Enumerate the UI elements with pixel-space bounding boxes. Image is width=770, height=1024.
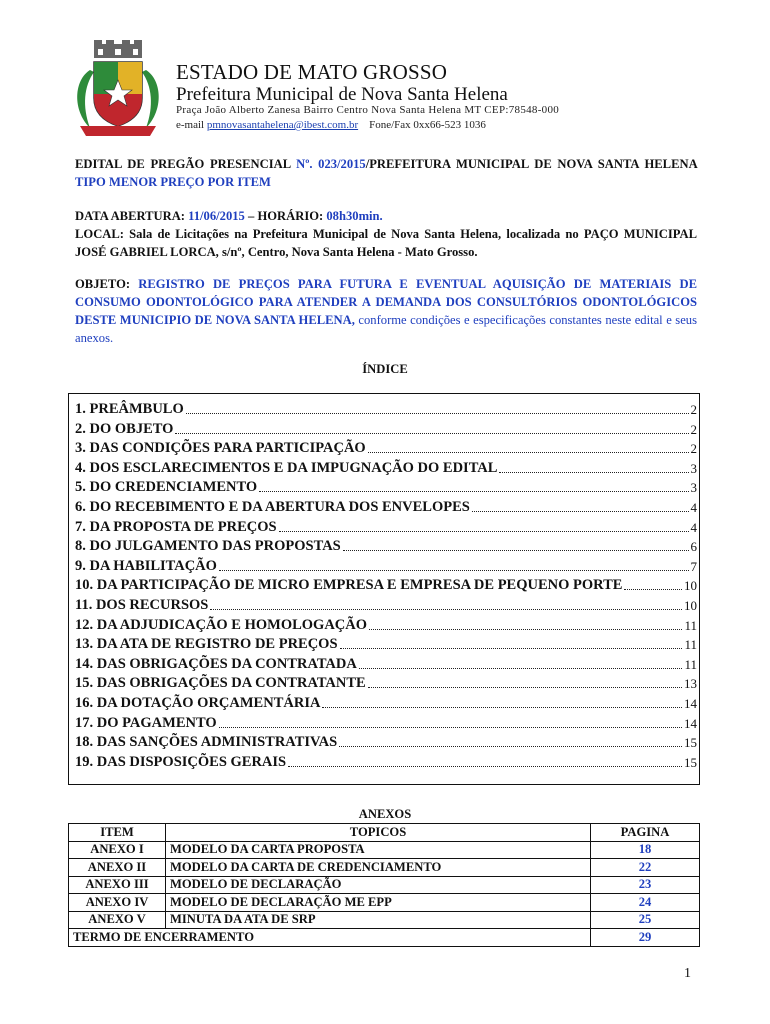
toc-entry-label: 17. DO PAGAMENTO [75, 714, 217, 731]
toc-entry-page: 15 [684, 735, 697, 751]
toc-leader-dots [288, 766, 682, 767]
toc-entry[interactable] [75, 574, 697, 594]
toc-leader-dots [368, 687, 682, 688]
toc-entry-page: 13 [684, 676, 697, 692]
toc-leader-dots [210, 609, 682, 610]
annex-item: ANEXO II [69, 859, 166, 877]
toc-leader-dots [368, 452, 689, 453]
prefeitura-name: Prefeitura Municipal de Nova Santa Helena [176, 84, 508, 105]
annex-topic: MINUTA DA ATA DE SRP [166, 911, 591, 929]
toc-leader-dots [259, 491, 688, 492]
toc-leader-dots [186, 413, 689, 414]
toc-entry-label: 7. DA PROPOSTA DE PREÇOS [75, 518, 277, 535]
toc-leader-dots [343, 550, 689, 551]
toc-entry[interactable] [75, 614, 697, 634]
indice-title: ÍNDICE [362, 362, 408, 376]
toc-entry-page: 4 [690, 500, 697, 515]
toc-entry-label: 19. DAS DISPOSIÇÕES GERAIS [75, 753, 287, 770]
toc-entry-page: 14 [684, 696, 697, 711]
table-row [69, 911, 700, 929]
toc-entry-label: 12. DA ADJUDICAÇÃO E HOMOLOGAÇÃO [75, 616, 368, 633]
page-number: 1 [684, 966, 691, 981]
table-of-contents [68, 393, 700, 785]
toc-entry-page: 15 [684, 754, 697, 770]
annex-item: ANEXO V [69, 911, 166, 929]
toc-leader-dots [340, 648, 683, 649]
toc-entry-page: 6 [690, 539, 697, 555]
table-row-termo [69, 929, 700, 947]
toc-entry-page: 14 [684, 715, 697, 731]
toc-leader-dots [279, 531, 689, 532]
termo-label: TERMO DE ENCERRAMENTO [69, 929, 591, 947]
annex-topic: MODELO DA CARTA DE CREDENCIAMENTO [166, 859, 591, 877]
table-row [69, 876, 700, 894]
annex-item: ANEXO IV [69, 894, 166, 912]
termo-page: 29 [591, 929, 700, 947]
annex-topic: MODELO DA CARTA PROPOSTA [166, 841, 591, 859]
toc-entry[interactable] [75, 496, 697, 516]
header-pagina: PAGINA [591, 824, 700, 842]
annex-item: ANEXO I [69, 841, 166, 859]
toc-entry[interactable] [75, 653, 697, 673]
toc-entry-label: 9. DA HABILITAÇÃO [75, 557, 217, 574]
toc-entry-page: 2 [690, 441, 697, 457]
email-label: e-mail [176, 119, 205, 131]
abertura-date: 11/06/2015 [188, 209, 245, 223]
toc-leader-dots [322, 707, 682, 708]
toc-entry-page: 4 [690, 519, 697, 535]
toc-leader-dots [219, 570, 689, 571]
annex-page: 24 [591, 894, 700, 912]
toc-entry-label: 4. DOS ESCLARECIMENTOS E DA IMPUGNAÇÃO DO EDITAL [75, 459, 498, 476]
email-link[interactable]: pmnovasantahelena@ibest.com.br [206, 119, 359, 131]
toc-entry[interactable] [75, 672, 697, 692]
toc-entry[interactable] [75, 692, 697, 712]
objeto-paragraph: OBJETO: REGISTRO DE PREÇOS PARA FUTURA E EVENTUAL AQUISIÇÃO DE MATERIAIS DE CONSUMO ODONTOLÓGICO PARA ATENDER A DEMANDA DOS CONSULTÓRIOS ODONTOLÓGICOS DESTE MUNICIPIO DE NOVA SANTA HELENA, conforme condições e especificações constantes neste edital e seus anexos. [75, 277, 697, 345]
toc-entry-page: 11 [684, 617, 697, 633]
toc-entry[interactable] [75, 751, 697, 771]
toc-entry-label: 15. DAS OBRIGAÇÕES DA CONTRATANTE [75, 675, 366, 692]
toc-entry-label: 8. DO JULGAMENTO DAS PROPOSTAS [75, 538, 341, 555]
toc-entry-page: 10 [684, 578, 697, 594]
toc-entry-label: 14. DAS OBRIGAÇÕES DA CONTRATADA [75, 655, 357, 672]
table-header-row [69, 824, 700, 842]
edital-number: Nº. 023/2015 [296, 157, 366, 171]
toc-leader-dots [472, 511, 689, 512]
local-text: Sala de Licitações na Prefeitura Municipal de Nova Santa Helena, localizada no PAÇO MUNICIPAL JOSÉ GABRIEL LORCA, s/nº, Centro, Nova Santa Helena - Mato Grosso. [75, 227, 697, 259]
toc-entry-label: 10. DA PARTICIPAÇÃO DE MICRO EMPRESA E EMPRESA DE PEQUENO PORTE [75, 577, 623, 594]
toc-leader-dots [369, 629, 682, 630]
abertura-line: DATA ABERTURA: 11/06/2015 – HORÁRIO: 08h30min. [75, 209, 383, 223]
toc-leader-dots [499, 472, 688, 473]
toc-entry-label: 6. DO RECEBIMENTO E DA ABERTURA DOS ENVELOPES [75, 499, 470, 515]
toc-leader-dots [624, 589, 682, 590]
toc-entry-page: 10 [684, 598, 697, 613]
toc-entry[interactable] [75, 731, 697, 751]
toc-entry-label: 2. DO OBJETO [75, 420, 174, 437]
edital-tipo: TIPO MENOR PREÇO POR ITEM [75, 175, 271, 189]
header-item: ITEM [69, 824, 166, 842]
toc-entry[interactable] [75, 398, 697, 418]
toc-leader-dots [175, 433, 688, 434]
toc-entry-label: 13. DA ATA DE REGISTRO DE PREÇOS [75, 636, 338, 653]
edital-heading: EDITAL DE PREGÃO PRESENCIAL Nº. 023/2015/PREFEITURA MUNICIPAL DE NOVA SANTA HELENA TIPO MENOR PREÇO POR ITEM [75, 157, 697, 189]
toc-leader-dots [219, 727, 682, 728]
state-name: ESTADO DE MATO GROSSO [176, 60, 448, 84]
table-row [69, 859, 700, 877]
toc-leader-dots [359, 668, 683, 669]
letterhead [68, 38, 708, 138]
annex-topic: MODELO DE DECLARAÇÃO ME EPP [166, 894, 591, 912]
abertura-time: 08h30min. [326, 209, 383, 223]
toc-entry-page: 3 [690, 460, 697, 476]
annex-item: ANEXO III [69, 876, 166, 894]
toc-entry[interactable] [75, 633, 697, 653]
address-line: Praça João Alberto Zanesa Bairro Centro Nova Santa Helena MT CEP:78548-000 [176, 104, 560, 116]
toc-entry-page: 11 [684, 656, 697, 672]
toc-leader-dots [339, 746, 682, 747]
toc-entry[interactable] [75, 437, 697, 457]
annex-page: 18 [591, 841, 700, 859]
header-topicos: TOPICOS [166, 824, 591, 842]
contact-line [176, 119, 486, 131]
toc-entry[interactable] [75, 457, 697, 477]
anexos-title: ANEXOS [358, 807, 412, 821]
annex-topic: MODELO DE DECLARAÇÃO [166, 876, 591, 894]
toc-entry-label: 1. PREÂMBULO [75, 401, 184, 417]
toc-entry-label: 11. DOS RECURSOS [75, 597, 209, 613]
local-paragraph: LOCAL: Sala de Licitações na Prefeitura Municipal de Nova Santa Helena, localizada no PAÇO MUNICIPAL JOSÉ GABRIEL LORCA, s/nº, Centro, Nova Santa Helena - Mato Grosso. [75, 227, 697, 259]
toc-entry[interactable] [75, 594, 697, 614]
toc-entry-label: 18. DAS SANÇÕES ADMINISTRATIVAS [75, 734, 338, 751]
toc-entry[interactable] [75, 535, 697, 555]
toc-entry-page: 2 [690, 402, 697, 417]
annex-page: 23 [591, 876, 700, 894]
annex-page: 22 [591, 859, 700, 877]
toc-entry-label: 5. DO CREDENCIAMENTO [75, 479, 258, 496]
toc-entry[interactable] [75, 712, 697, 732]
phone: Fone/Fax 0xx66-523 1036 [369, 119, 486, 131]
annex-page: 25 [591, 911, 700, 929]
toc-entry-page: 2 [690, 421, 697, 437]
toc-entry[interactable] [75, 516, 697, 536]
anexos-table [68, 823, 700, 947]
toc-entry[interactable] [75, 555, 697, 575]
toc-entry-page: 11 [684, 637, 697, 653]
toc-entry[interactable] [75, 476, 697, 496]
toc-entry-label: 16. DA DOTAÇÃO ORÇAMENTÁRIA [75, 695, 321, 711]
objeto-rest: conforme condições e especificações constantes neste edital e seus anexos. [75, 313, 697, 345]
toc-entry-label: 3. DAS CONDIÇÕES PARA PARTICIPAÇÃO [75, 440, 366, 457]
table-row [69, 841, 700, 859]
objeto-bold: REGISTRO DE PREÇOS PARA FUTURA E EVENTUAL AQUISIÇÃO DE MATERIAIS DE CONSUMO ODONTOLÓGICO PARA ATENDER A DEMANDA DOS CONSULTÓRIOS ODONTOLÓGICOS DESTE MUNICIPIO DE NOVA SANTA HELENA, [75, 277, 697, 327]
table-row [69, 894, 700, 912]
municipal-crest-icon [68, 40, 168, 140]
toc-entry[interactable] [75, 418, 697, 438]
toc-entry-page: 3 [690, 480, 697, 496]
toc-entry-page: 7 [690, 558, 697, 574]
